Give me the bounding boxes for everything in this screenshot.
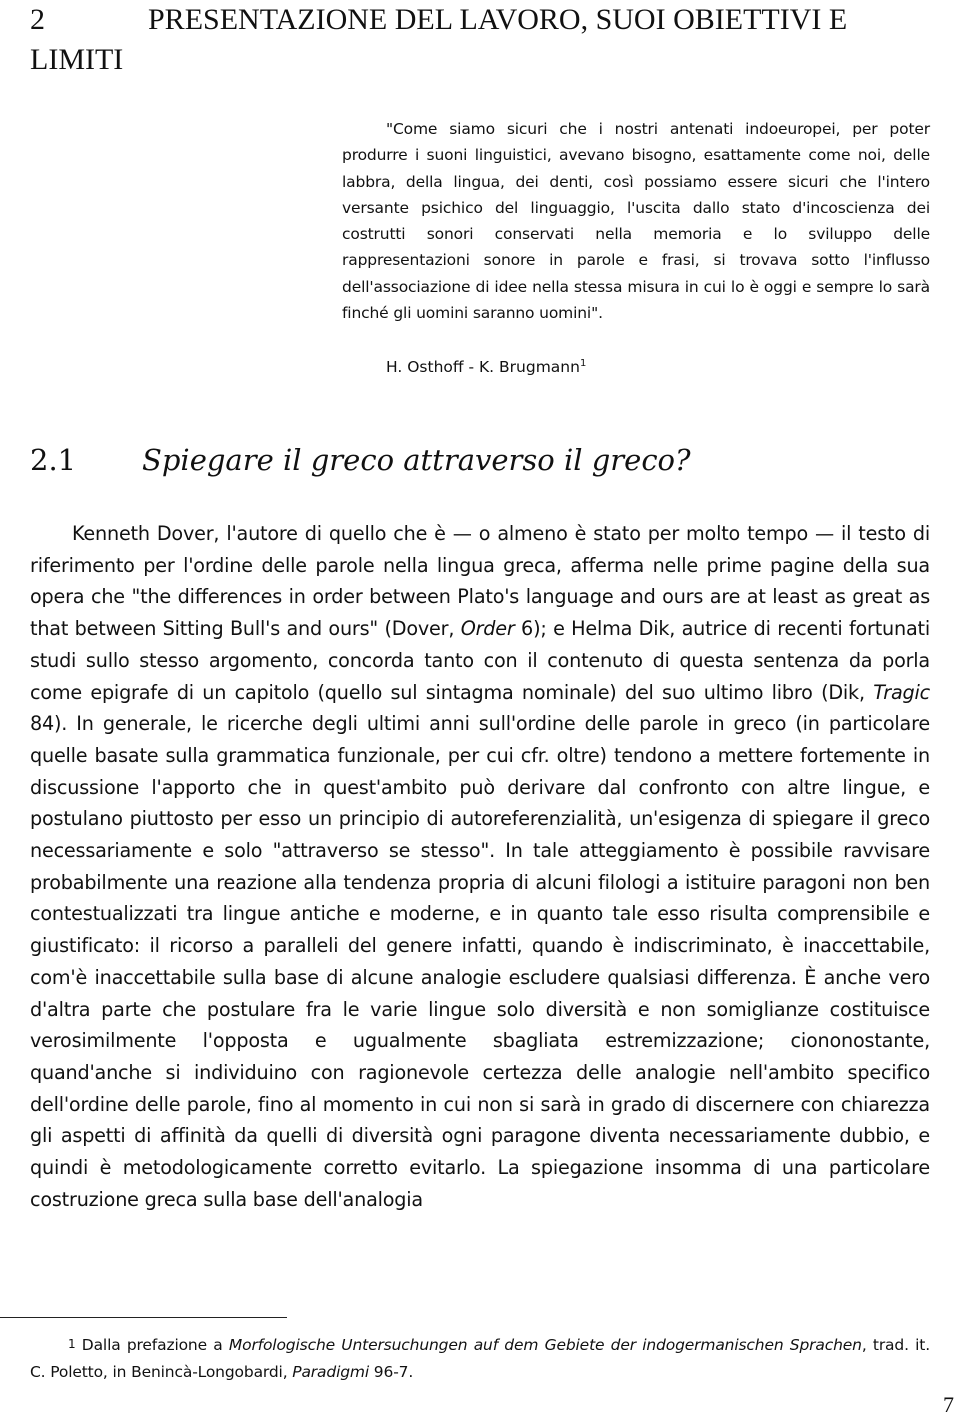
- body-text-part: 6); e Helma Dik, autrice di recenti fortunati studi sullo stesso argomento, concorda tanto con il contenuto di questa sentenza da porla come epigrafe di un capitolo (quello sul sintagma nominale) del suo ultimo libro (Dik,: [30, 617, 930, 704]
- section-number: 2.1: [30, 443, 77, 477]
- citation-title-tragic: Tragic: [873, 680, 930, 704]
- footnote-work-title: Paradigmi: [292, 1363, 370, 1381]
- footnote-mark: 1: [68, 1337, 76, 1351]
- epigraph-attribution: [386, 354, 586, 380]
- epigraph-author: H. Osthoff - K. Brugmann: [386, 358, 580, 376]
- chapter-number: 2: [30, 3, 45, 36]
- footnote-reference[interactable]: 1: [579, 357, 587, 369]
- footnote-text-part: Dalla prefazione a: [81, 1336, 229, 1354]
- footnote-text-part: , trad. it. C. Poletto, in Benincà-Longobardi,: [30, 1336, 931, 1381]
- section-title-text: Spiegare il greco attraverso il greco?: [142, 443, 691, 477]
- section-heading: [30, 438, 691, 482]
- chapter-title: [30, 0, 940, 80]
- footnote-work-title: Morfologische Untersuchungen auf dem Gebiete der indogermanischen Sprachen: [228, 1336, 862, 1354]
- page-number: 7: [943, 1392, 954, 1417]
- body-text-part: Kenneth Dover, l'autore di quello che è — o almeno è stato per molto tempo — il testo di riferimento per l'ordine delle parole nella lingua greca, afferma nelle prime pagine della sua opera che "the differences in order between Plato's language and ours are at least as great as that between Sitting Bull's and ours" (Dover,: [30, 522, 930, 641]
- epigraph-quote: "Come siamo sicuri che i nostri antenati indoeuropei, per poter produrre i suoni linguistici, avevano bisogno, esattamente come noi, delle labbra, della lingua, dei denti, così possiamo essere sicuri che l'intero versante psichico del linguaggio, l'uscita dallo stato d'incoscienza dei costrutti sonori conservati nella memoria e lo sviluppo delle rappresentazioni sonore in parole e frasi, si trovava sotto l'influsso dell'associazione di idee nella stessa misura in cui lo è oggi e sempre lo sarà finché gli uomini saranno uomini".: [342, 120, 930, 323]
- footnote-text-part: 96-7.: [369, 1363, 414, 1381]
- body-paragraph: [30, 518, 930, 1215]
- footnote-separator: [0, 1317, 287, 1318]
- citation-title-order: Order: [460, 617, 515, 641]
- footnote: [30, 1331, 930, 1386]
- body-text-part: 84). In generale, le ricerche degli ultimi anni sull'ordine delle parole in greco (in particolare quelle basate sulla grammatica funzionale, per cui cfr. oltre) tendono a mettere fortemente in discussione l'apporto che in quest'ambito può derivare dal confronto con altre lingue, e postulano piuttosto per esso un principio di autoreferenzialità, un'esigenza di spiegare il greco necessariamente e solo "attraverso se stesso". In tale atteggiamento è possibile ravvisare probabilmente una reazione alla tendenza propria di alcuni filologi a istituire paragoni non ben contestualizzati tra lingue antiche e moderne, e in quanto tale esso risulta comprensibile e giustificato: il ricorso a paralleli del genere infatti, quando è indiscriminato, è inaccettabile, com'è inaccettabile sulla base di alcune analogie escludere qualsiasi differenza. È anche vero d'altra parte che postulare fra le varie lingue solo diversità e non somiglianze costituisce verosimilmente l'opposta e ugualmente sbagliata estremizzazione; ciononostante, quand'anche si individuino con ragionevole certezza delle analogie nell'ambito specifico dell'ordine delle parole, fino al momento in cui non si sarà in grado di discernere con chiarezza gli aspetti di affinità da quelli di diversità ogni paragone diventa necessariamente dubbio, e quindi è metodologicamente corretto evitarlo. La spiegazione insomma di una particolare costruzione greca sulla base dell'analogia: [30, 712, 930, 1211]
- chapter-title-text: PRESENTAZIONE DEL LAVORO, SUOI OBIETTIVI E LIMITI: [30, 3, 848, 76]
